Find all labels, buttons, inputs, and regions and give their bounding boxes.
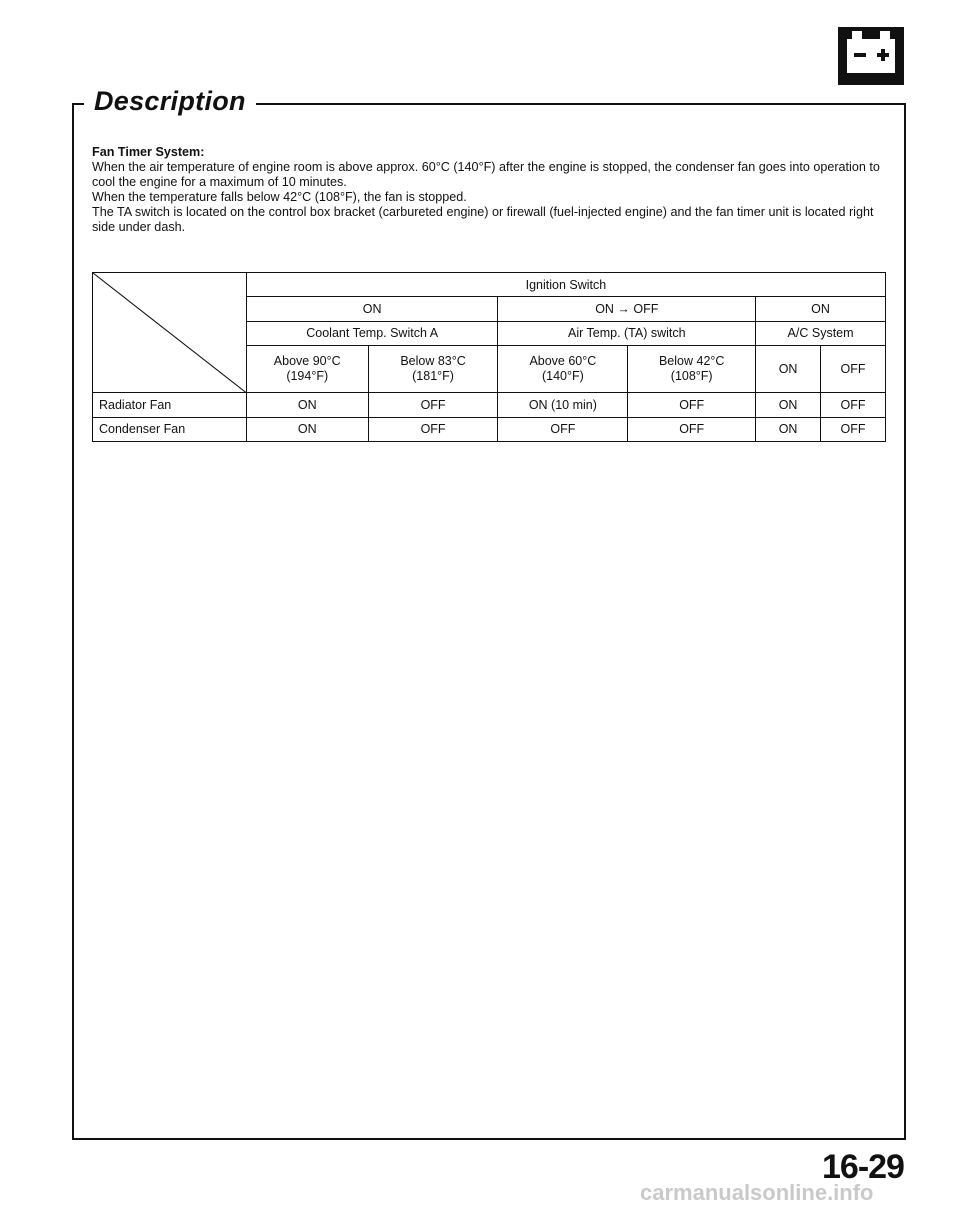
table-cell: ON — [246, 393, 368, 417]
battery-terminal-right — [880, 31, 890, 39]
condition-above-60c — [498, 345, 628, 392]
condition-line: (108°F) — [670, 369, 713, 384]
table-cell: ON — [756, 393, 821, 417]
section-heading: Description — [84, 86, 256, 117]
condition-above-90c — [246, 345, 368, 392]
condition-line: Below 42°C — [658, 354, 725, 369]
condition-line: (181°F) — [412, 369, 454, 384]
table-cell: OFF — [821, 393, 886, 417]
condition-line: (140°F) — [541, 369, 584, 384]
frame-bottom-rule — [72, 1138, 906, 1140]
state-header-on: ON — [246, 297, 498, 321]
table-cell: ON (10 min) — [498, 393, 628, 417]
intro-paragraph-3: The TA switch is located on the control box bracket (carbureted engine) or firewall (fuel-injected engine) and the fan timer unit is located right side under dash. — [92, 205, 874, 234]
switch-header-ac-system: A/C System — [756, 321, 886, 345]
frame-right-rule — [904, 103, 906, 1140]
intro-paragraph-1: When the air temperature of engine room is above approx. 60°C (140°F) after the engine is stopped, the condenser fan goes into operation to cool the engine for a maximum of 10 minutes. — [92, 160, 880, 189]
condition-ac-off: OFF — [821, 345, 886, 392]
page-number: 16-29 — [822, 1148, 904, 1186]
table-cell: OFF — [628, 393, 756, 417]
row-label-condenser-fan: Condenser Fan — [93, 417, 247, 441]
frame-left-rule — [72, 103, 74, 1140]
subsection-title: Fan Timer System: — [92, 145, 205, 159]
condition-below-42c — [628, 345, 756, 392]
minus-icon — [854, 53, 866, 57]
condition-line: (194°F) — [286, 369, 329, 384]
table-corner-cell — [93, 273, 247, 393]
fan-operation-table — [92, 272, 886, 442]
condition-line: Above 90°C — [273, 354, 341, 369]
battery-face — [847, 39, 895, 73]
plus-icon-vertical — [881, 49, 885, 61]
diagonal-line — [93, 273, 246, 392]
table-row — [93, 417, 886, 441]
table-cell: OFF — [368, 417, 498, 441]
switch-header-coolant: Coolant Temp. Switch A — [246, 321, 498, 345]
battery-terminal-left — [852, 31, 862, 39]
intro-text — [92, 145, 892, 235]
condition-line: Above 60°C — [529, 354, 597, 369]
condition-below-83c — [368, 345, 498, 392]
state-header-on-to-off: ON → OFF — [498, 297, 756, 321]
table-row — [93, 393, 886, 417]
switch-header-air-temp: Air Temp. (TA) switch — [498, 321, 756, 345]
condition-line: Below 83°C — [400, 354, 466, 369]
condition-ac-on: ON — [756, 345, 821, 392]
battery-icon — [838, 27, 904, 85]
table-cell: OFF — [821, 417, 886, 441]
table-cell: OFF — [628, 417, 756, 441]
state-header-on-ac: ON — [756, 297, 886, 321]
table-cell: ON — [246, 417, 368, 441]
watermark: carmanualsonline.info — [640, 1180, 874, 1205]
ignition-switch-header: Ignition Switch — [246, 273, 885, 297]
table-cell: ON — [756, 417, 821, 441]
table-cell: OFF — [498, 417, 628, 441]
row-label-radiator-fan: Radiator Fan — [93, 393, 247, 417]
intro-paragraph-2: When the temperature falls below 42°C (108°F), the fan is stopped. — [92, 190, 467, 204]
table-cell: OFF — [368, 393, 498, 417]
